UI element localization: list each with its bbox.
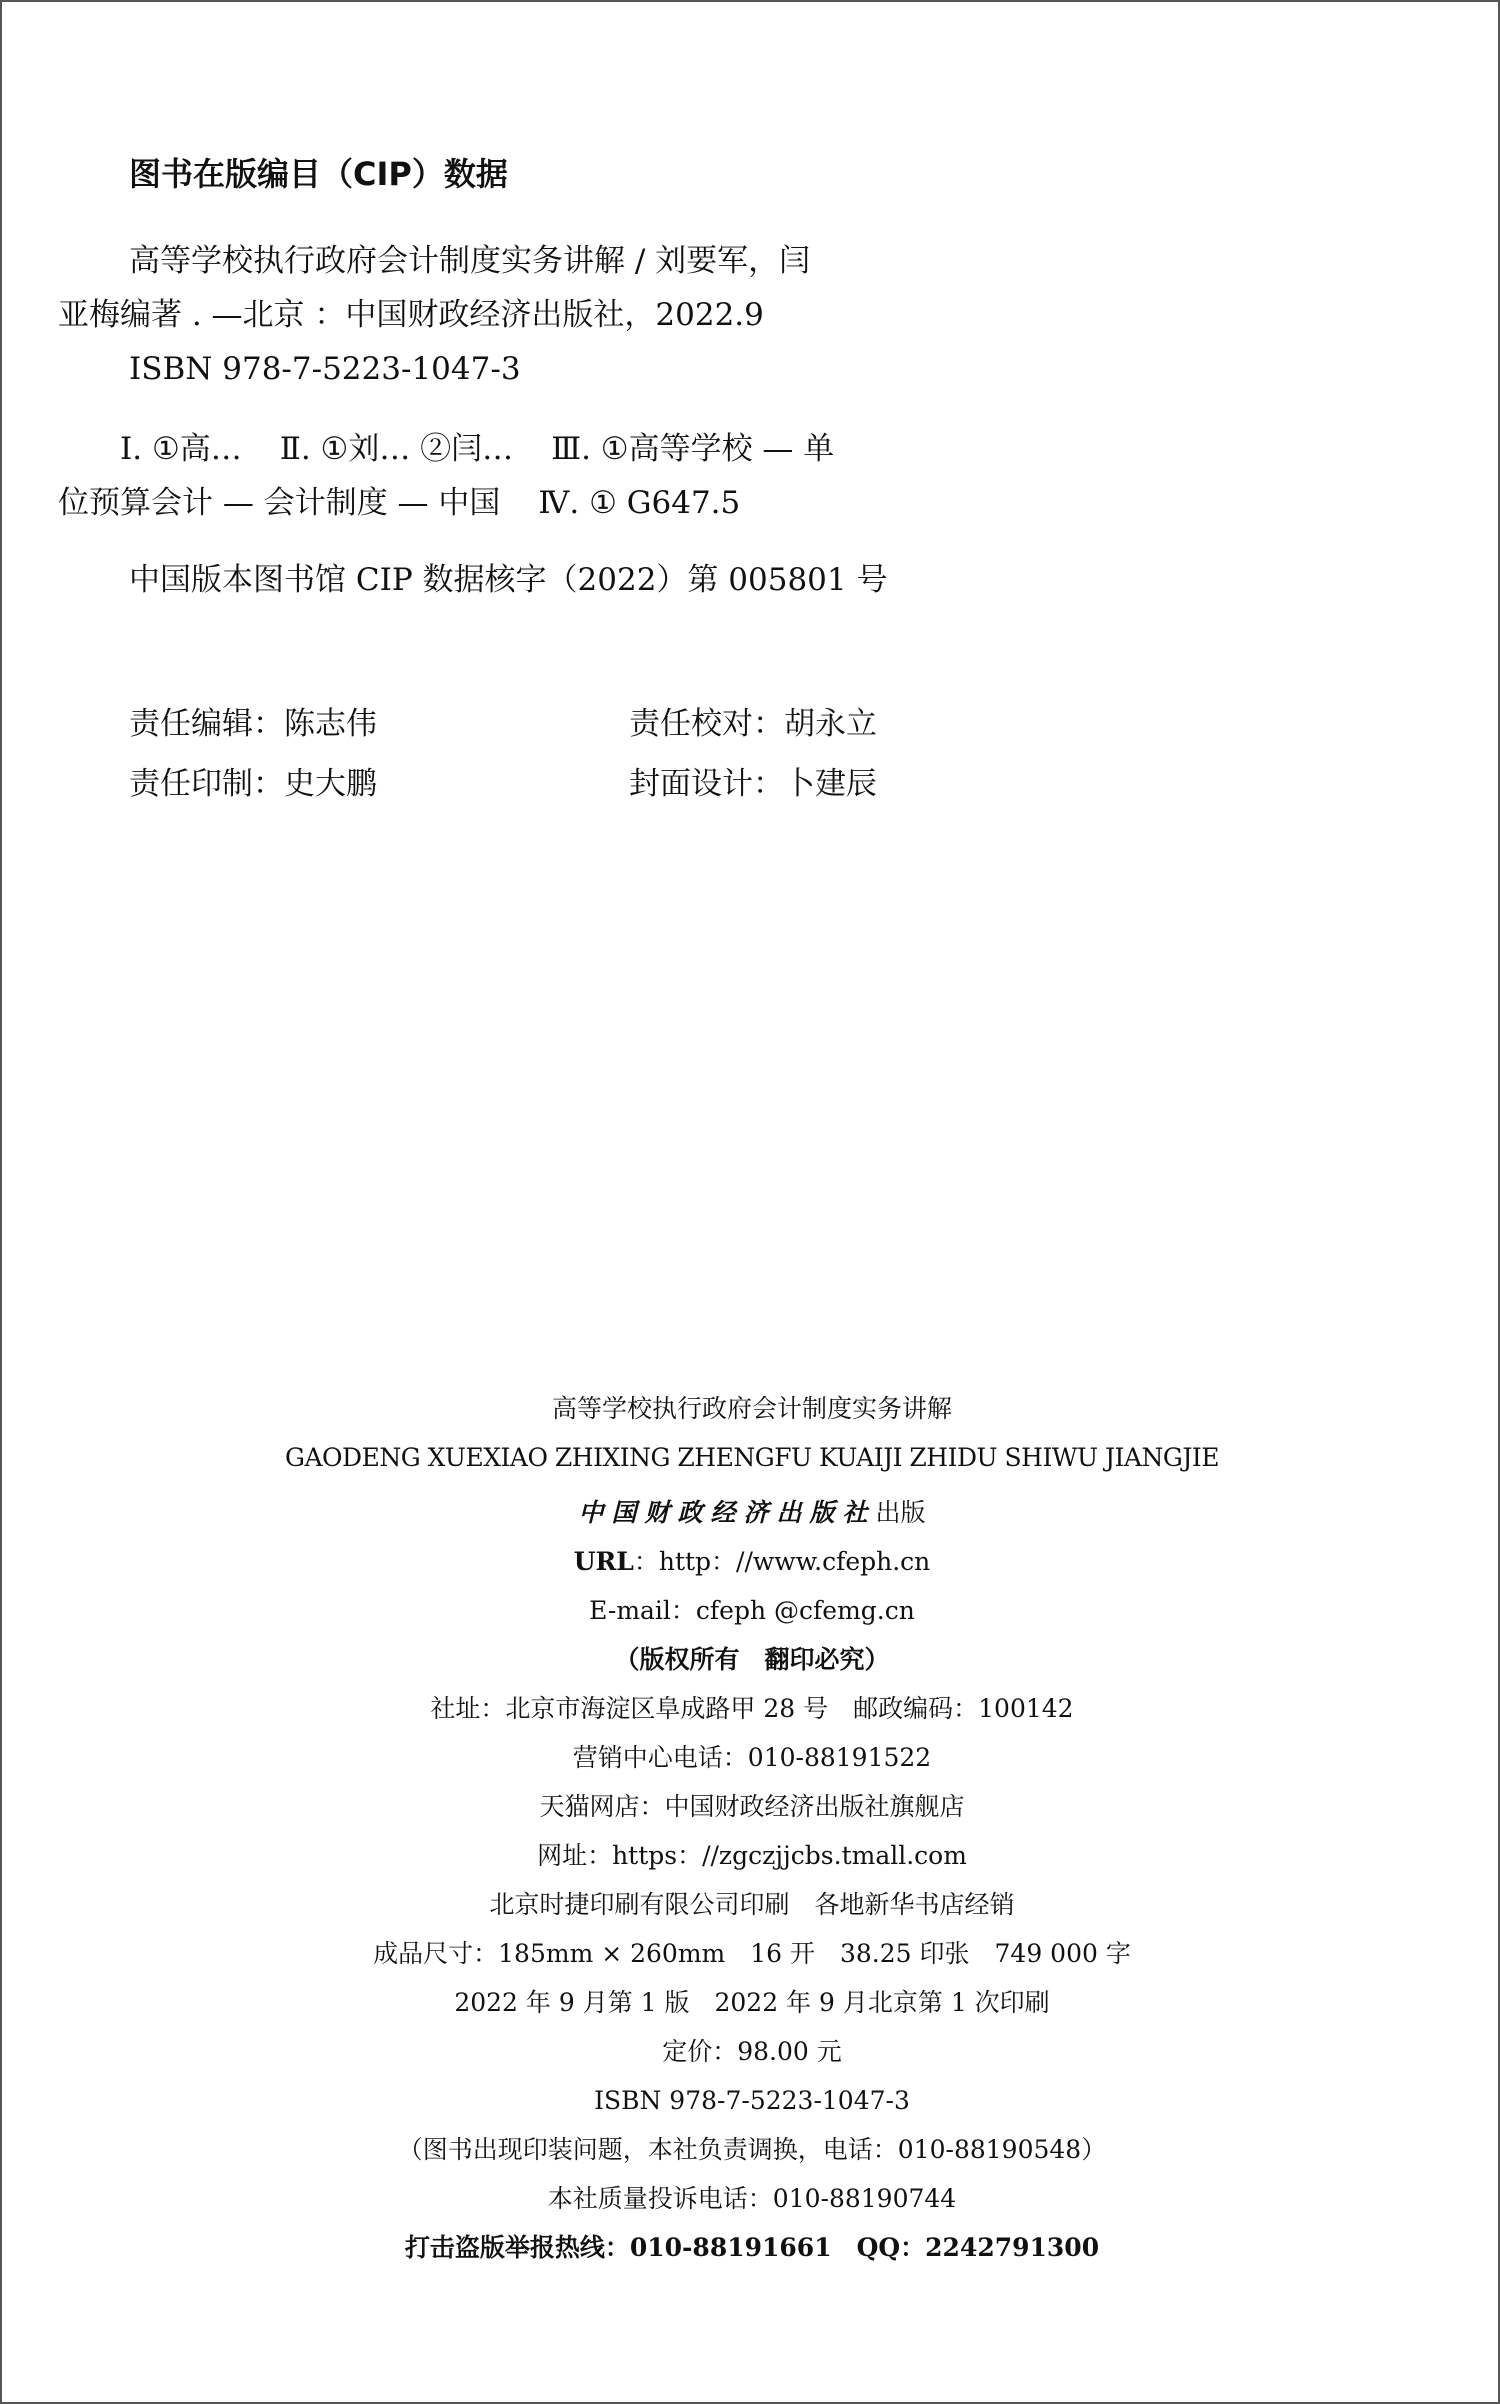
tmall-store: 天猫网店：中国财政经济出版社旗舰店	[539, 1792, 965, 1821]
book-title-cn: 高等学校执行政府会计制度实务讲解	[551, 1394, 952, 1423]
quality-complaint-phone: 本社质量投诉电话：010-88190744	[547, 2184, 957, 2213]
print-manager-label: 责任印制：	[129, 766, 284, 802]
url-line	[2, 1537, 1500, 1586]
staff-editor	[129, 694, 629, 754]
printer-distributor: 北京时捷印刷有限公司印刷 各地新华书店经销	[489, 1890, 1015, 1919]
staff-print-manager	[129, 754, 629, 814]
staff-row-1	[129, 694, 1129, 754]
cip-classification-line-2	[58, 476, 834, 530]
publisher-suffix: 出版	[875, 1498, 926, 1527]
book-title-pinyin: GAODENG XUEXIAO ZHIXING ZHENGFU KUAIJI ZHIDU SHIWU JIANGJIE	[285, 1443, 1219, 1472]
cip-heading: 图书在版编目（CIP）数据	[129, 155, 508, 193]
classification-part-2: Ⅱ. ①刘… ②闫…	[279, 431, 514, 467]
cip-isbn: ISBN 978-7-5223-1047-3	[129, 351, 521, 387]
classification-part-4: Ⅳ. ① G647.5	[538, 485, 741, 521]
colophon	[2, 1384, 1500, 2272]
print-manager-name: 史大鹏	[284, 766, 377, 802]
sales-phone: 营销中心电话：010-88191522	[572, 1743, 932, 1772]
copyright-notice: （版权所有 翻印必究）	[614, 1645, 890, 1674]
cover-designer-name: 卜建辰	[784, 766, 877, 802]
book-specs: 成品尺寸：185mm × 260mm 16 开 38.25 印张 749 000 字	[373, 1939, 1131, 1968]
email-line[interactable]: E-mail：cfeph @cfemg.cn	[589, 1596, 915, 1625]
address-line: 社址：北京市海淀区阜成路甲 28 号 邮政编码：100142	[430, 1694, 1074, 1723]
classification-part-3: Ⅲ. ①高等学校 — 单	[551, 431, 835, 467]
staff-row-2	[129, 754, 1129, 814]
cover-designer-label: 封面设计：	[629, 766, 784, 802]
cip-classification-line-1	[58, 422, 834, 476]
staff-credits	[129, 694, 1129, 814]
edition-info: 2022 年 9 月第 1 版 2022 年 9 月北京第 1 次印刷	[454, 1988, 1050, 2017]
cip-entry	[58, 234, 918, 396]
classification-subjects: 位预算会计 — 会计制度 — 中国	[58, 485, 501, 521]
website-line[interactable]: 网址：https：//zgczjjcbs.tmall.com	[537, 1841, 967, 1870]
proofreader-label: 责任校对：	[629, 706, 784, 742]
proofreader-name: 胡永立	[784, 706, 877, 742]
cip-entry-line-1: 高等学校执行政府会计制度实务讲解 / 刘要军，闫	[129, 243, 811, 279]
colophon-isbn: ISBN 978-7-5223-1047-3	[594, 2086, 910, 2115]
cip-record-number: 中国版本图书馆 CIP 数据核字（2022）第 005801 号	[129, 562, 888, 598]
defect-notice: （图书出现印装问题，本社负责调换，电话：010-88190548）	[397, 2135, 1107, 2164]
staff-cover-designer	[629, 754, 1129, 814]
anti-piracy-hotline: 打击盗版举报热线：010-88191661 QQ：2242791300	[404, 2233, 1100, 2262]
price: 定价：98.00 元	[662, 2037, 842, 2066]
editor-name: 陈志伟	[284, 706, 377, 742]
cip-classification	[58, 422, 834, 530]
cip-entry-line-2: 亚梅编著 . —北京 ：中国财政经济出版社，2022.9	[58, 297, 764, 333]
url-value[interactable]: ：http：//www.cfeph.cn	[633, 1547, 931, 1576]
publisher-logo: 中国财政经济出版社	[578, 1498, 876, 1527]
classification-part-1: Ⅰ. ①高…	[120, 431, 242, 467]
url-label: URL	[573, 1547, 634, 1576]
publisher-line	[2, 1488, 1500, 1537]
staff-proofreader	[629, 694, 1129, 754]
editor-label: 责任编辑：	[129, 706, 284, 742]
